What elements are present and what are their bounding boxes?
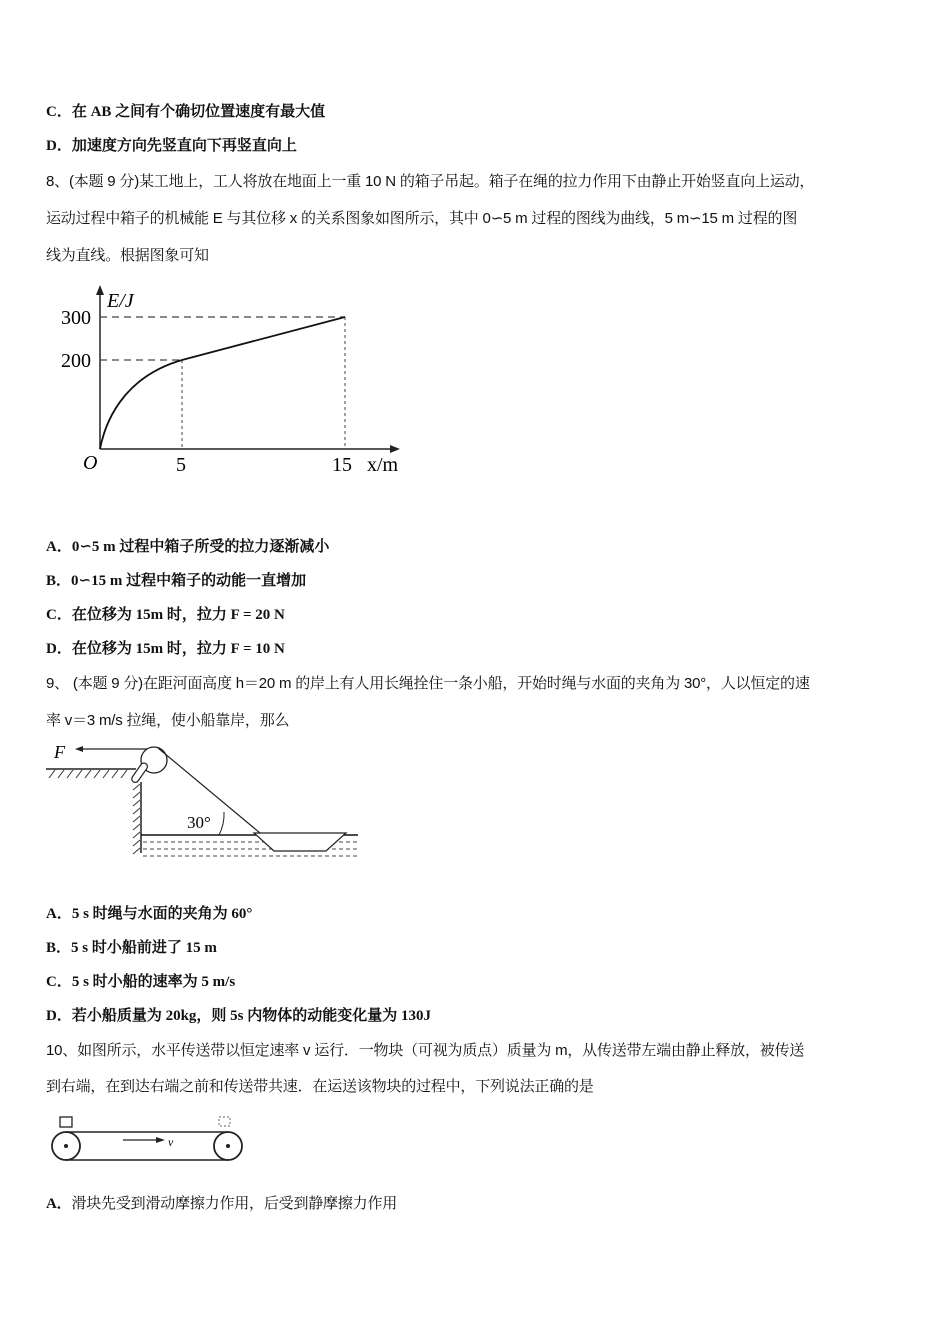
q8-option-a (46, 537, 329, 557)
option-label: D． (46, 641, 72, 657)
q7-option-c (46, 102, 325, 122)
arrow-head-icon (75, 746, 83, 752)
q8-option-d (46, 639, 285, 659)
force-label: F (54, 742, 65, 762)
option-text: 5 s 时小船前进了 15 m (71, 940, 217, 956)
q8-energy-graph (55, 283, 415, 478)
q9-option-d (46, 1006, 431, 1026)
angle-label: 30° (187, 813, 211, 832)
q9-option-b (46, 938, 217, 958)
q8-stem-line-3: 线为直线。根据图象可知 (46, 247, 209, 264)
option-text: 在位移为 15m 时，拉力 F = 20 N (71, 607, 285, 623)
q10-stem-line-1: 10、如图所示，水平传送带以恒定速率 v 运行．一物块（可视为质点）质量为 m，从传送带左端由静止释放，被传送 (46, 1042, 805, 1059)
q9-boat-pulley-diagram (44, 738, 364, 863)
q10-conveyor-diagram (48, 1114, 253, 1169)
option-text: 在位移为 15m 时，拉力 F = 10 N (71, 641, 285, 657)
option-label: D． (46, 1008, 72, 1024)
q7-option-d (46, 136, 297, 156)
y-axis-arrow-icon (96, 285, 104, 295)
rope (158, 748, 266, 838)
option-label: C． (46, 974, 72, 990)
x-axis-label: x/m (367, 454, 399, 476)
block-final-position-icon (219, 1117, 230, 1126)
option-label: A． (46, 906, 72, 922)
option-label: B． (46, 573, 72, 589)
origin-label: O (83, 452, 98, 474)
y-tick-200: 200 (61, 350, 91, 372)
q9-stem-line-1: 9、 (本题 9 分)在距河面高度 h＝20 m 的岸上有人用长绳拴住一条小船，开始时绳与水面的夹角为 30°，人以恒定的速 (46, 675, 810, 692)
q8-option-c (46, 605, 285, 625)
x-tick-15: 15 (332, 454, 352, 476)
option-text: 滑块先受到滑动摩擦力作用，后受到静摩擦力作用 (71, 1195, 398, 1212)
q8-stem-line-1: 8、(本题 9 分)某工地上，工人将放在地面上一重 10 N 的箱子吊起。箱子在绳的拉力作用下由静止开始竖直向上运动， (46, 173, 815, 190)
q9-option-c (46, 972, 235, 992)
option-text: 在 AB 之间有个确切位置速度有最大值 (71, 104, 326, 120)
y-tick-300: 300 (61, 307, 91, 329)
q9-option-a (46, 904, 252, 924)
line-5-15m (182, 317, 345, 360)
option-text: 5 s 时小船的速率为 5 m/s (71, 974, 236, 990)
option-label: A． (46, 1196, 72, 1212)
option-label: D． (46, 138, 72, 154)
q8-option-b (46, 571, 306, 591)
option-text: 5 s 时绳与水面的夹角为 60° (71, 906, 253, 922)
q10-option-a (46, 1194, 397, 1214)
q10-stem-line-2: 到右端，在到达右端之前和传送带共速．在运送该物块的过程中，下列说法正确的是 (46, 1078, 594, 1095)
y-axis-label: E/J (107, 290, 134, 312)
x-axis-arrow-icon (390, 445, 400, 453)
option-label: A． (46, 539, 72, 555)
block-icon (60, 1117, 72, 1127)
x-tick-5: 5 (176, 454, 186, 476)
option-text: 0∽5 m 过程中箱子所受的拉力逐渐减小 (71, 539, 330, 555)
velocity-label: v (168, 1135, 174, 1149)
option-label: B． (46, 940, 72, 956)
option-label: C． (46, 607, 72, 623)
option-text: 若小船质量为 20kg，则 5s 内物体的动能变化量为 130J (71, 1008, 432, 1024)
energy-graph-svg (55, 283, 415, 478)
arrow-head-icon (156, 1137, 165, 1143)
q8-stem-line-2: 运动过程中箱子的机械能 E 与其位移 x 的关系图象如图所示，其中 0∽5 m 过程的图线为曲线，5 m∽15 m 过程的图 (46, 210, 798, 227)
option-text: 加速度方向先竖直向下再竖直向上 (71, 138, 297, 154)
curve-0-5m (100, 360, 182, 449)
boat-icon (254, 833, 346, 851)
option-label: C． (46, 104, 72, 120)
q9-stem-line-2: 率 v＝3 m/s 拉绳，使小船靠岸，那么 (46, 712, 290, 729)
option-text: 0∽15 m 过程中箱子的动能一直增加 (71, 573, 307, 589)
